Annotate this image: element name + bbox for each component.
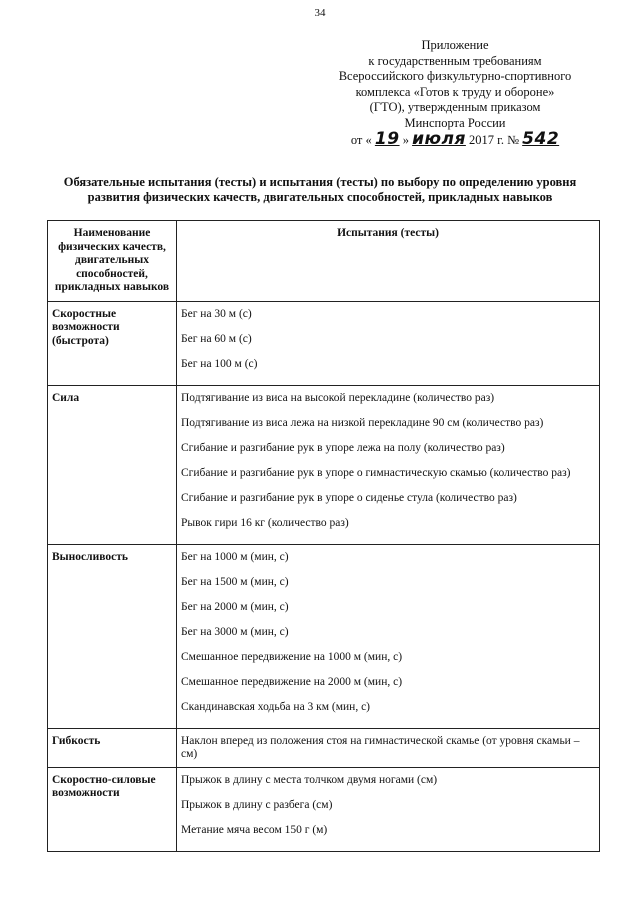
quality-cell: Скоростные возможности (быстрота) [48, 301, 177, 385]
test-item: Бег на 2000 м (мин, с) [181, 600, 289, 613]
test-item: Наклон вперед из положения стоя на гимнастической скамье (от уровня скамьи – см) [181, 734, 580, 760]
test-item: Сгибание и разгибание рук в упоре о гимнастическую скамью (количество раз) [181, 466, 571, 479]
test-item: Подтягивание из виса на высокой перекладине (количество раз) [181, 391, 495, 404]
document-title [30, 175, 610, 205]
table-row [48, 301, 600, 385]
test-item: Бег на 100 м (с) [181, 357, 258, 370]
test-item: Рывок гири 16 кг (количество раз) [181, 516, 349, 529]
table-row [48, 728, 600, 767]
quality-cell: Сила [48, 385, 177, 544]
test-item: Скандинавская ходьба на 3 км (мин, с) [181, 700, 371, 713]
tests-cell [177, 728, 600, 767]
test-item: Подтягивание из виса лежа на низкой перекладине 90 см (количество раз) [181, 416, 544, 429]
test-item: Бег на 1000 м (мин, с) [181, 550, 289, 563]
tests-cell [177, 767, 600, 851]
test-item: Сгибание и разгибание рук в упоре о сиденье стула (количество раз) [181, 491, 517, 504]
table-row [48, 385, 600, 544]
quality-cell: Скоростно-силовые возможности [48, 767, 177, 851]
test-item: Прыжок в длину с разбега (см) [181, 798, 333, 811]
appendix-line: Всероссийского физкультурно-спортивного [338, 69, 572, 83]
tests-cell [177, 301, 600, 385]
tests-cell [177, 544, 600, 728]
order-day: 19 [374, 129, 400, 149]
title-line: развития физических качеств, двигательных способностей, прикладных навыков [87, 190, 553, 204]
order-number: 542 [522, 129, 560, 149]
test-item: Бег на 60 м (с) [181, 332, 252, 345]
appendix-line: (ГТО), утвержденным приказом [369, 100, 541, 114]
appendix-block [335, 38, 575, 149]
date-separator: » [402, 133, 409, 147]
appendix-line: Приложение [421, 38, 489, 52]
quality-column-header: Наименование физических качеств, двигательных способностей, прикладных навыков [48, 221, 177, 302]
quality-cell: Выносливость [48, 544, 177, 728]
order-date-line [335, 129, 575, 149]
test-item: Метание мяча весом 150 г (м) [181, 823, 328, 836]
order-year: 2017 г. № [469, 133, 520, 147]
test-item: Прыжок в длину с места толчком двумя ногами (см) [181, 773, 438, 786]
test-item: Сгибание и разгибание рук в упоре лежа на полу (количество раз) [181, 441, 505, 454]
date-prefix: от « [350, 133, 372, 147]
table-header-row [48, 221, 600, 302]
test-item: Бег на 3000 м (мин, с) [181, 625, 289, 638]
test-item: Смешанное передвижение на 2000 м (мин, с) [181, 675, 403, 688]
title-line: Обязательные испытания (тесты) и испытания (тесты) по выбору по определению уровня [63, 175, 577, 189]
test-item: Бег на 1500 м (мин, с) [181, 575, 289, 588]
tests-table [47, 220, 600, 852]
test-item: Смешанное передвижение на 1000 м (мин, с) [181, 650, 403, 663]
order-month: июля [412, 129, 466, 149]
appendix-line: Минспорта России [404, 115, 506, 130]
table-row [48, 544, 600, 728]
test-item: Бег на 30 м (с) [181, 307, 252, 320]
appendix-line: комплекса «Готов к труду и обороне» [355, 84, 555, 99]
appendix-line: к государственным требованиям [368, 53, 542, 68]
tests-column-header: Испытания (тесты) [177, 221, 600, 302]
tests-cell [177, 385, 600, 544]
page-number: 34 [314, 7, 326, 19]
table-row [48, 767, 600, 851]
quality-cell: Гибкость [48, 728, 177, 767]
